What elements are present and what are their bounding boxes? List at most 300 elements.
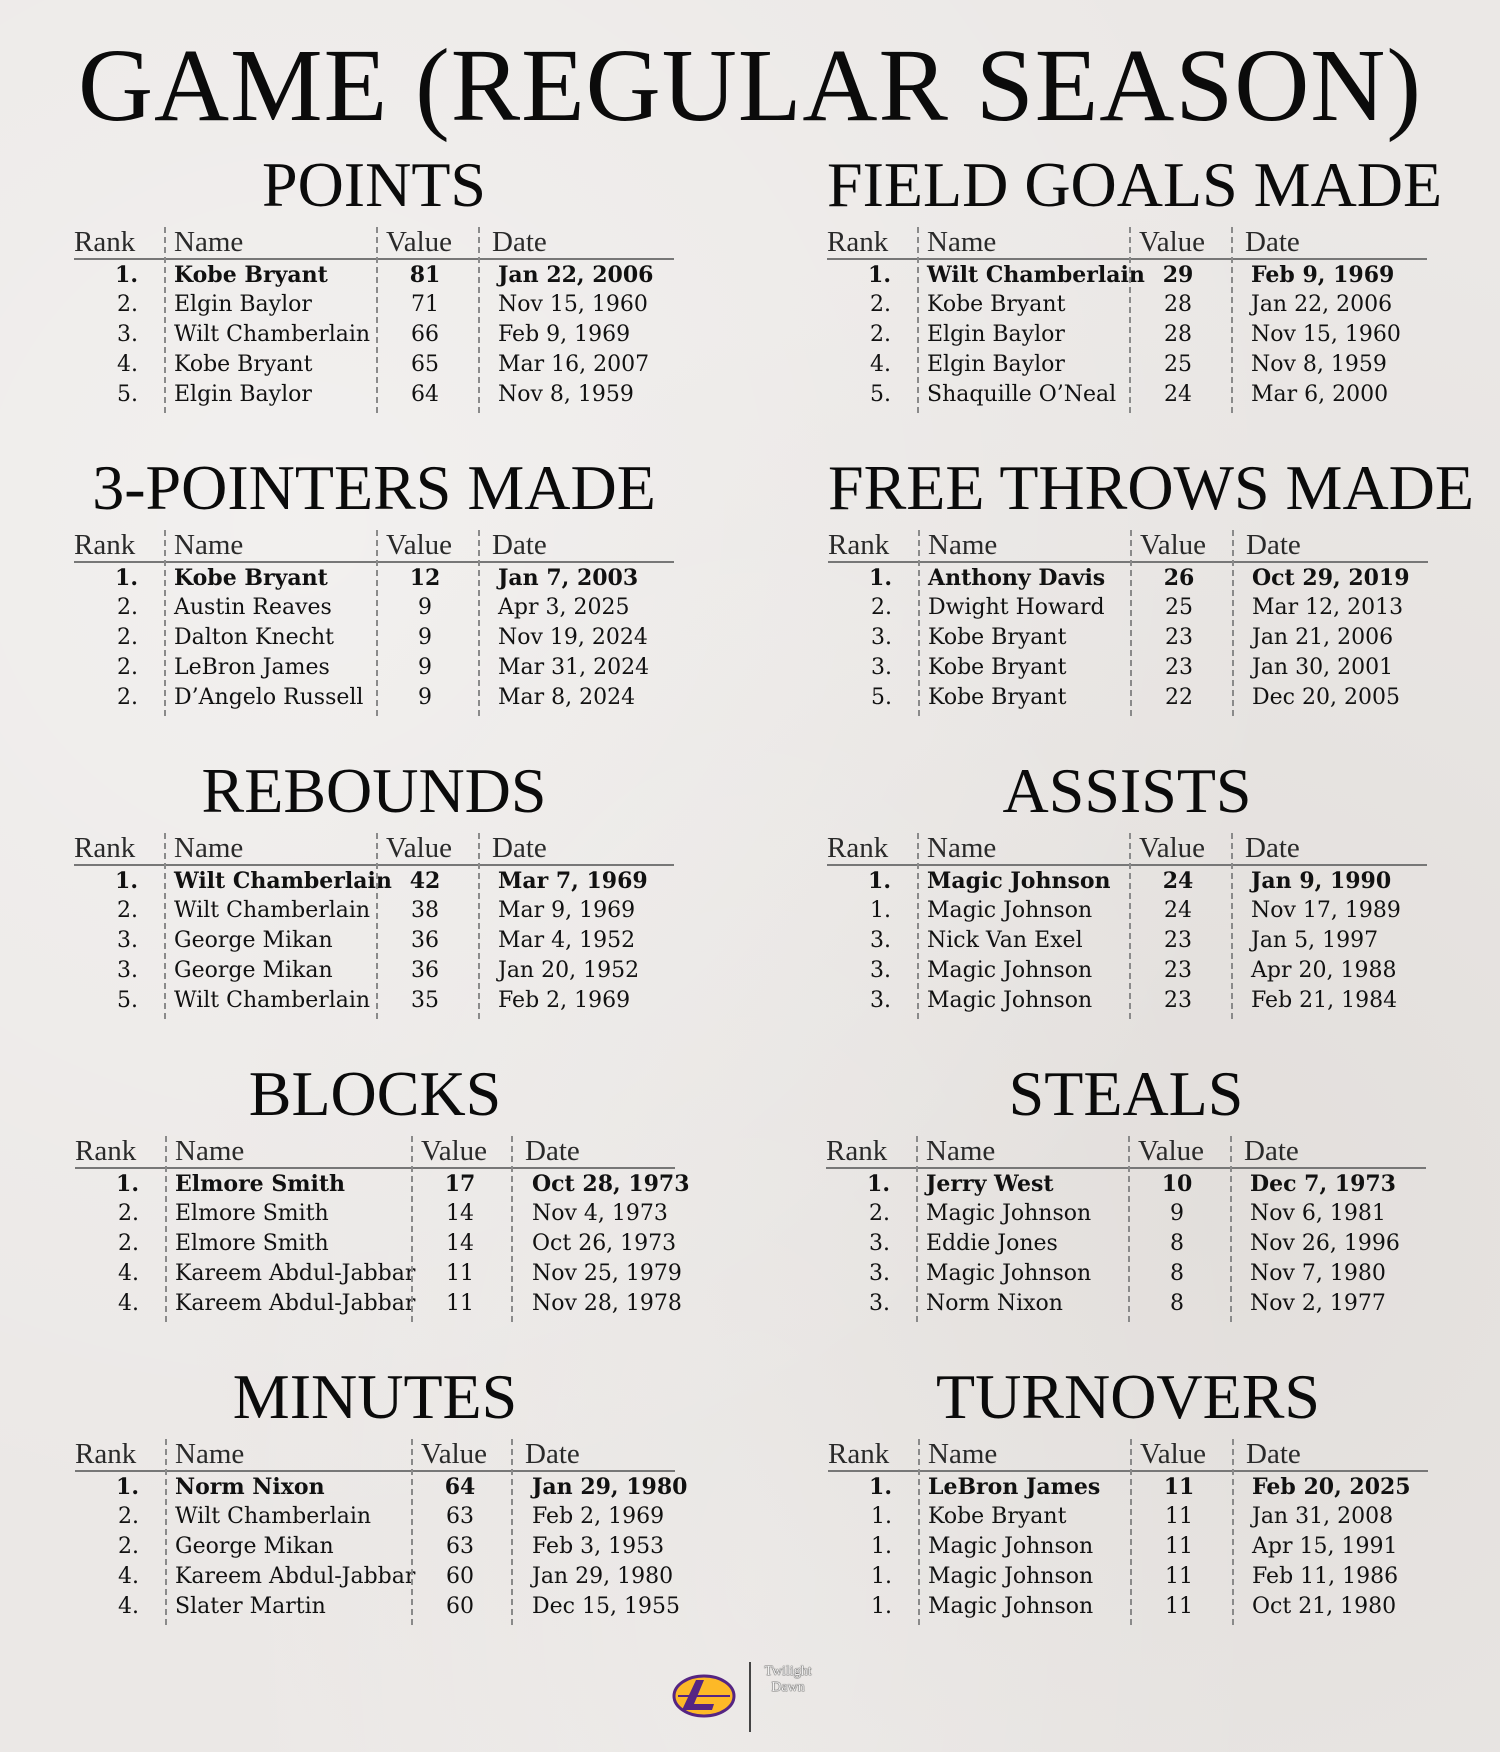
- section-title: TURNOVERS: [935, 1361, 1321, 1432]
- name-cell: Dwight Howard: [928, 595, 1105, 620]
- value-cell: 24: [1164, 382, 1192, 407]
- date-header: Date: [492, 832, 547, 864]
- section-three-pointers-made: [74, 453, 674, 713]
- name-cell: Magic Johnson: [928, 1594, 1094, 1619]
- date-cell: Jan 29, 1980: [532, 1474, 688, 1500]
- value-header: Value: [421, 1438, 488, 1470]
- value-cell: 24: [1164, 898, 1192, 923]
- section-title: STEALS: [1008, 1058, 1244, 1129]
- value-cell: 60: [446, 1564, 474, 1589]
- name-cell: Eddie Jones: [926, 1231, 1058, 1256]
- date-cell: Nov 19, 2024: [498, 625, 648, 650]
- name-cell: LeBron James: [928, 1474, 1101, 1500]
- rank-cell: 2.: [117, 595, 138, 620]
- date-cell: Mar 4, 1952: [498, 928, 636, 953]
- footer: [668, 1662, 828, 1732]
- rank-header: Rank: [74, 832, 136, 864]
- value-cell: 26: [1163, 565, 1195, 591]
- section-title: FIELD GOALS MADE: [827, 149, 1443, 220]
- name-cell: Kobe Bryant: [928, 1504, 1067, 1529]
- name-cell: Magic Johnson: [926, 1201, 1092, 1226]
- rank-cell: 5.: [870, 382, 891, 407]
- value-cell: 65: [411, 352, 439, 377]
- column-divider: [1232, 1439, 1234, 1625]
- name-header: Name: [928, 1438, 998, 1470]
- value-cell: 25: [1164, 352, 1192, 377]
- name-cell: Nick Van Exel: [927, 928, 1083, 953]
- name-cell: Magic Johnson: [928, 1534, 1094, 1559]
- section-rebounds: [74, 756, 674, 1016]
- date-cell: Jan 9, 1990: [1251, 868, 1392, 894]
- column-divider: [1129, 833, 1131, 1019]
- date-cell: Mar 31, 2024: [498, 655, 650, 680]
- date-cell: Oct 28, 1973: [532, 1171, 690, 1197]
- rank-cell: 1.: [871, 1594, 892, 1619]
- value-cell: 9: [418, 685, 432, 710]
- rank-cell: 3.: [871, 625, 892, 650]
- name-cell: Norm Nixon: [926, 1291, 1063, 1316]
- rank-header: Rank: [828, 529, 890, 561]
- name-cell: Kobe Bryant: [174, 565, 328, 591]
- date-cell: Oct 26, 1973: [532, 1231, 677, 1256]
- date-cell: Jan 22, 2006: [498, 262, 654, 288]
- name-cell: Magic Johnson: [927, 958, 1093, 983]
- value-cell: 9: [418, 625, 432, 650]
- date-cell: Nov 7, 1980: [1250, 1261, 1386, 1286]
- value-header: Value: [1139, 226, 1206, 258]
- column-divider: [165, 1439, 167, 1625]
- date-header: Date: [492, 226, 547, 258]
- rank-cell: 2.: [118, 1504, 139, 1529]
- rank-cell: 3.: [870, 928, 891, 953]
- name-header: Name: [926, 1135, 996, 1167]
- rank-cell: 4.: [118, 1594, 139, 1619]
- date-cell: Nov 6, 1981: [1250, 1201, 1386, 1226]
- value-cell: 35: [411, 988, 439, 1013]
- rank-cell: 2.: [118, 1231, 139, 1256]
- name-cell: Wilt Chamberlain: [927, 262, 1145, 288]
- value-cell: 9: [418, 595, 432, 620]
- name-cell: Kareem Abdul-Jabbar: [175, 1564, 416, 1589]
- column-divider: [164, 530, 166, 716]
- section-steals: [826, 1059, 1426, 1319]
- name-cell: Elgin Baylor: [927, 322, 1065, 347]
- rank-cell: 5.: [871, 685, 892, 710]
- rank-cell: 3.: [117, 322, 138, 347]
- section-free-throws-made: [828, 452, 1474, 713]
- name-cell: Elgin Baylor: [174, 292, 312, 317]
- name-cell: Kobe Bryant: [928, 625, 1067, 650]
- value-cell: 8: [1170, 1291, 1184, 1316]
- value-header: Value: [1138, 1135, 1205, 1167]
- name-header: Name: [927, 832, 997, 864]
- column-divider: [1129, 227, 1131, 413]
- rank-cell: 4.: [870, 352, 891, 377]
- column-divider: [165, 1136, 167, 1322]
- date-cell: Nov 17, 1989: [1251, 898, 1401, 923]
- name-cell: Kobe Bryant: [174, 352, 313, 377]
- value-cell: 60: [446, 1594, 474, 1619]
- date-cell: Mar 9, 1969: [498, 898, 636, 923]
- date-cell: Nov 28, 1978: [532, 1291, 682, 1316]
- value-cell: 8: [1170, 1231, 1184, 1256]
- value-cell: 9: [1170, 1201, 1184, 1226]
- name-cell: Kobe Bryant: [928, 685, 1067, 710]
- name-cell: Elmore Smith: [175, 1171, 346, 1197]
- rank-cell: 3.: [117, 928, 138, 953]
- name-cell: Magic Johnson: [927, 898, 1093, 923]
- column-divider: [511, 1136, 513, 1322]
- value-cell: 11: [1165, 1504, 1193, 1529]
- date-cell: Apr 3, 2025: [498, 595, 630, 620]
- rank-cell: 3.: [870, 958, 891, 983]
- section-blocks: [75, 1058, 690, 1319]
- section-title: MINUTES: [232, 1361, 518, 1432]
- section-minutes: [75, 1361, 688, 1622]
- date-cell: Nov 2, 1977: [1250, 1291, 1386, 1316]
- column-divider: [1128, 1136, 1130, 1322]
- leaderboard-table: [75, 1134, 690, 1319]
- date-cell: Nov 15, 1960: [1251, 322, 1401, 347]
- value-cell: 23: [1164, 988, 1192, 1013]
- value-cell: 11: [1165, 1564, 1193, 1589]
- name-cell: Anthony Davis: [928, 565, 1106, 591]
- value-header: Value: [386, 529, 453, 561]
- date-cell: Dec 7, 1973: [1250, 1171, 1396, 1197]
- name-cell: Elgin Baylor: [174, 382, 312, 407]
- name-cell: LeBron James: [174, 655, 330, 680]
- name-cell: Jerry West: [926, 1171, 1054, 1197]
- column-divider: [411, 1439, 413, 1625]
- value-cell: 28: [1164, 292, 1192, 317]
- value-cell: 23: [1164, 928, 1192, 953]
- value-cell: 8: [1170, 1261, 1184, 1286]
- rank-cell: 2.: [118, 1201, 139, 1226]
- name-cell: Elmore Smith: [175, 1231, 329, 1256]
- date-cell: Mar 16, 2007: [498, 352, 650, 377]
- name-header: Name: [175, 1135, 245, 1167]
- date-header: Date: [525, 1438, 580, 1470]
- value-cell: 38: [411, 898, 439, 923]
- section-title: BLOCKS: [248, 1058, 502, 1129]
- name-cell: Wilt Chamberlain: [175, 1504, 372, 1529]
- name-cell: Austin Reaves: [174, 595, 332, 620]
- name-cell: George Mikan: [174, 958, 333, 983]
- rank-header: Rank: [827, 226, 889, 258]
- date-cell: Nov 8, 1959: [1251, 352, 1387, 377]
- leaderboard-table: [74, 528, 674, 713]
- footer-divider: [749, 1662, 751, 1732]
- date-cell: Jan 20, 1952: [498, 958, 640, 983]
- date-cell: Mar 6, 2000: [1251, 382, 1389, 407]
- rank-header: Rank: [827, 832, 889, 864]
- name-cell: Kareem Abdul-Jabbar: [175, 1261, 416, 1286]
- name-cell: Wilt Chamberlain: [174, 898, 371, 923]
- rank-cell: 1.: [871, 1564, 892, 1589]
- column-divider: [376, 227, 378, 413]
- rank-cell: 2.: [117, 292, 138, 317]
- rank-cell: 1.: [871, 1504, 892, 1529]
- section-title: 3-POINTERS MADE: [92, 452, 656, 523]
- rank-cell: 1.: [869, 565, 892, 591]
- date-cell: Apr 20, 1988: [1251, 958, 1397, 983]
- name-cell: Dalton Knecht: [174, 625, 334, 650]
- column-divider: [1130, 1439, 1132, 1625]
- name-header: Name: [174, 226, 244, 258]
- section-title: REBOUNDS: [201, 755, 547, 826]
- rank-cell: 2.: [118, 1534, 139, 1559]
- value-cell: 36: [411, 958, 439, 983]
- section-title: POINTS: [261, 149, 487, 220]
- value-cell: 42: [409, 868, 441, 894]
- rank-cell: 2.: [870, 292, 891, 317]
- value-header: Value: [421, 1135, 488, 1167]
- value-cell: 29: [1162, 262, 1194, 288]
- value-cell: 22: [1165, 685, 1193, 710]
- rank-cell: 2.: [117, 685, 138, 710]
- value-cell: 25: [1165, 595, 1193, 620]
- rank-cell: 2.: [869, 1201, 890, 1226]
- leaderboard-table: [74, 225, 674, 410]
- date-cell: Dec 20, 2005: [1252, 685, 1400, 710]
- date-cell: Jan 7, 2003: [498, 565, 639, 591]
- rank-cell: 2.: [871, 595, 892, 620]
- page-title: GAME (REGULAR SEASON): [77, 28, 1423, 143]
- rank-cell: 3.: [869, 1231, 890, 1256]
- value-cell: 11: [1163, 1474, 1195, 1500]
- date-cell: Nov 4, 1973: [532, 1201, 668, 1226]
- rank-cell: 1.: [871, 1534, 892, 1559]
- rank-cell: 1.: [868, 262, 891, 288]
- rank-cell: 3.: [117, 958, 138, 983]
- brand-wordmark: Twilight Dawn: [764, 1664, 812, 1695]
- date-cell: Feb 9, 1969: [498, 322, 631, 347]
- leaderboard-table: [75, 1437, 688, 1622]
- rank-cell: 3.: [870, 988, 891, 1013]
- rank-cell: 1.: [868, 868, 891, 894]
- value-cell: 10: [1161, 1171, 1193, 1197]
- date-cell: Nov 25, 1979: [532, 1261, 682, 1286]
- value-cell: 23: [1164, 958, 1192, 983]
- column-divider: [1231, 833, 1233, 1019]
- name-cell: Norm Nixon: [175, 1474, 325, 1500]
- lakers-logo-icon: [672, 1672, 736, 1720]
- column-divider: [1230, 1136, 1232, 1322]
- value-cell: 11: [446, 1291, 474, 1316]
- value-cell: 14: [446, 1201, 474, 1226]
- column-divider: [478, 530, 480, 716]
- value-cell: 9: [418, 655, 432, 680]
- column-divider: [1232, 530, 1234, 716]
- name-cell: Slater Martin: [175, 1594, 326, 1619]
- date-cell: Feb 2, 1969: [498, 988, 631, 1013]
- rank-cell: 1.: [115, 262, 138, 288]
- value-header: Value: [1139, 832, 1206, 864]
- column-divider: [918, 530, 920, 716]
- rank-cell: 3.: [871, 655, 892, 680]
- date-cell: Dec 15, 1955: [532, 1594, 680, 1619]
- date-cell: Feb 3, 1953: [532, 1534, 665, 1559]
- leaderboard-table: [828, 528, 1428, 713]
- rank-cell: 5.: [117, 382, 138, 407]
- value-cell: 11: [1165, 1534, 1193, 1559]
- value-header: Value: [386, 226, 453, 258]
- section-points: [74, 150, 674, 410]
- date-header: Date: [1246, 529, 1301, 561]
- date-header: Date: [1245, 226, 1300, 258]
- column-divider: [411, 1136, 413, 1322]
- date-header: Date: [525, 1135, 580, 1167]
- rank-cell: 1.: [115, 868, 138, 894]
- date-cell: Mar 7, 1969: [498, 868, 648, 894]
- name-header: Name: [175, 1438, 245, 1470]
- name-header: Name: [927, 226, 997, 258]
- leaderboard-table: [827, 831, 1427, 1016]
- name-header: Name: [928, 529, 998, 561]
- date-cell: Jan 29, 1980: [532, 1564, 674, 1589]
- name-cell: D’Angelo Russell: [174, 685, 364, 710]
- rank-cell: 4.: [118, 1564, 139, 1589]
- rank-cell: 2.: [870, 322, 891, 347]
- section-assists: [827, 756, 1427, 1016]
- value-cell: 63: [446, 1504, 474, 1529]
- name-cell: Kareem Abdul-Jabbar: [175, 1291, 416, 1316]
- rank-header: Rank: [74, 226, 136, 258]
- section-title: ASSISTS: [1002, 755, 1252, 826]
- date-cell: Jan 5, 1997: [1251, 928, 1379, 953]
- name-cell: Magic Johnson: [927, 988, 1093, 1013]
- name-cell: Wilt Chamberlain: [174, 988, 371, 1013]
- date-cell: Feb 11, 1986: [1252, 1564, 1399, 1589]
- name-cell: Magic Johnson: [927, 868, 1111, 894]
- date-cell: Jan 30, 2001: [1252, 655, 1394, 680]
- rank-cell: 4.: [118, 1261, 139, 1286]
- value-cell: 23: [1165, 625, 1193, 650]
- date-cell: Feb 2, 1969: [532, 1504, 665, 1529]
- value-header: Value: [386, 832, 453, 864]
- date-cell: Jan 31, 2008: [1252, 1504, 1394, 1529]
- date-cell: Jan 22, 2006: [1251, 292, 1393, 317]
- section-field-goals-made: [827, 149, 1443, 410]
- column-divider: [376, 530, 378, 716]
- name-cell: Wilt Chamberlain: [174, 322, 371, 347]
- name-cell: Elgin Baylor: [927, 352, 1065, 377]
- date-cell: Oct 29, 2019: [1252, 565, 1410, 591]
- column-divider: [917, 227, 919, 413]
- date-cell: Nov 26, 1996: [1250, 1231, 1400, 1256]
- name-cell: Elmore Smith: [175, 1201, 329, 1226]
- value-cell: 81: [409, 262, 441, 288]
- name-cell: Kobe Bryant: [928, 655, 1067, 680]
- date-header: Date: [1244, 1135, 1299, 1167]
- value-cell: 63: [446, 1534, 474, 1559]
- rank-cell: 1.: [116, 1171, 139, 1197]
- rank-cell: 3.: [869, 1291, 890, 1316]
- name-cell: Shaquille O’Neal: [927, 382, 1117, 407]
- name-header: Name: [174, 832, 244, 864]
- value-cell: 23: [1165, 655, 1193, 680]
- name-cell: Kobe Bryant: [927, 292, 1066, 317]
- value-cell: 64: [411, 382, 439, 407]
- value-cell: 64: [444, 1474, 476, 1500]
- rank-cell: 4.: [118, 1291, 139, 1316]
- column-divider: [478, 833, 480, 1019]
- rank-cell: 2.: [117, 655, 138, 680]
- column-divider: [918, 1439, 920, 1625]
- value-cell: 17: [444, 1171, 476, 1197]
- name-cell: Wilt Chamberlain: [174, 868, 392, 894]
- leaderboard-table: [74, 831, 674, 1016]
- date-cell: Oct 21, 1980: [1252, 1594, 1397, 1619]
- rank-header: Rank: [826, 1135, 888, 1167]
- name-cell: George Mikan: [174, 928, 333, 953]
- column-divider: [164, 833, 166, 1019]
- date-cell: Mar 8, 2024: [498, 685, 636, 710]
- column-divider: [1130, 530, 1132, 716]
- date-cell: Jan 21, 2006: [1252, 625, 1394, 650]
- value-cell: 11: [1165, 1594, 1193, 1619]
- column-divider: [164, 227, 166, 413]
- rank-cell: 1.: [870, 898, 891, 923]
- value-cell: 66: [411, 322, 439, 347]
- value-header: Value: [1140, 1438, 1207, 1470]
- section-title: FREE THROWS MADE: [828, 452, 1474, 523]
- column-divider: [917, 833, 919, 1019]
- name-cell: Magic Johnson: [926, 1261, 1092, 1286]
- rank-cell: 2.: [117, 898, 138, 923]
- name-cell: Kobe Bryant: [174, 262, 328, 288]
- rank-cell: 3.: [869, 1261, 890, 1286]
- column-divider: [916, 1136, 918, 1322]
- column-divider: [511, 1439, 513, 1625]
- date-cell: Nov 8, 1959: [498, 382, 634, 407]
- rank-cell: 4.: [117, 352, 138, 377]
- name-cell: Magic Johnson: [928, 1564, 1094, 1589]
- column-divider: [376, 833, 378, 1019]
- date-cell: Feb 9, 1969: [1251, 262, 1395, 288]
- rank-header: Rank: [75, 1438, 137, 1470]
- name-cell: George Mikan: [175, 1534, 334, 1559]
- rank-cell: 1.: [116, 1474, 139, 1500]
- value-cell: 36: [411, 928, 439, 953]
- value-cell: 71: [411, 292, 439, 317]
- column-divider: [478, 227, 480, 413]
- name-header: Name: [174, 529, 244, 561]
- date-cell: Feb 21, 1984: [1251, 988, 1398, 1013]
- rank-cell: 2.: [117, 625, 138, 650]
- rank-header: Rank: [75, 1135, 137, 1167]
- rank-header: Rank: [828, 1438, 890, 1470]
- rank-cell: 5.: [117, 988, 138, 1013]
- value-cell: 11: [446, 1261, 474, 1286]
- section-turnovers: [828, 1362, 1428, 1622]
- rank-cell: 1.: [115, 565, 138, 591]
- rank-header: Rank: [74, 529, 136, 561]
- date-cell: Feb 20, 2025: [1252, 1474, 1411, 1500]
- leaderboard-table: [826, 1134, 1426, 1319]
- date-cell: Mar 12, 2013: [1252, 595, 1404, 620]
- date-header: Date: [1246, 1438, 1301, 1470]
- value-cell: 24: [1162, 868, 1194, 894]
- date-cell: Apr 15, 1991: [1252, 1534, 1398, 1559]
- value-header: Value: [1140, 529, 1207, 561]
- date-cell: Nov 15, 1960: [498, 292, 648, 317]
- column-divider: [1231, 227, 1233, 413]
- rank-cell: 1.: [867, 1171, 890, 1197]
- value-cell: 14: [446, 1231, 474, 1256]
- rank-cell: 1.: [869, 1474, 892, 1500]
- date-header: Date: [492, 529, 547, 561]
